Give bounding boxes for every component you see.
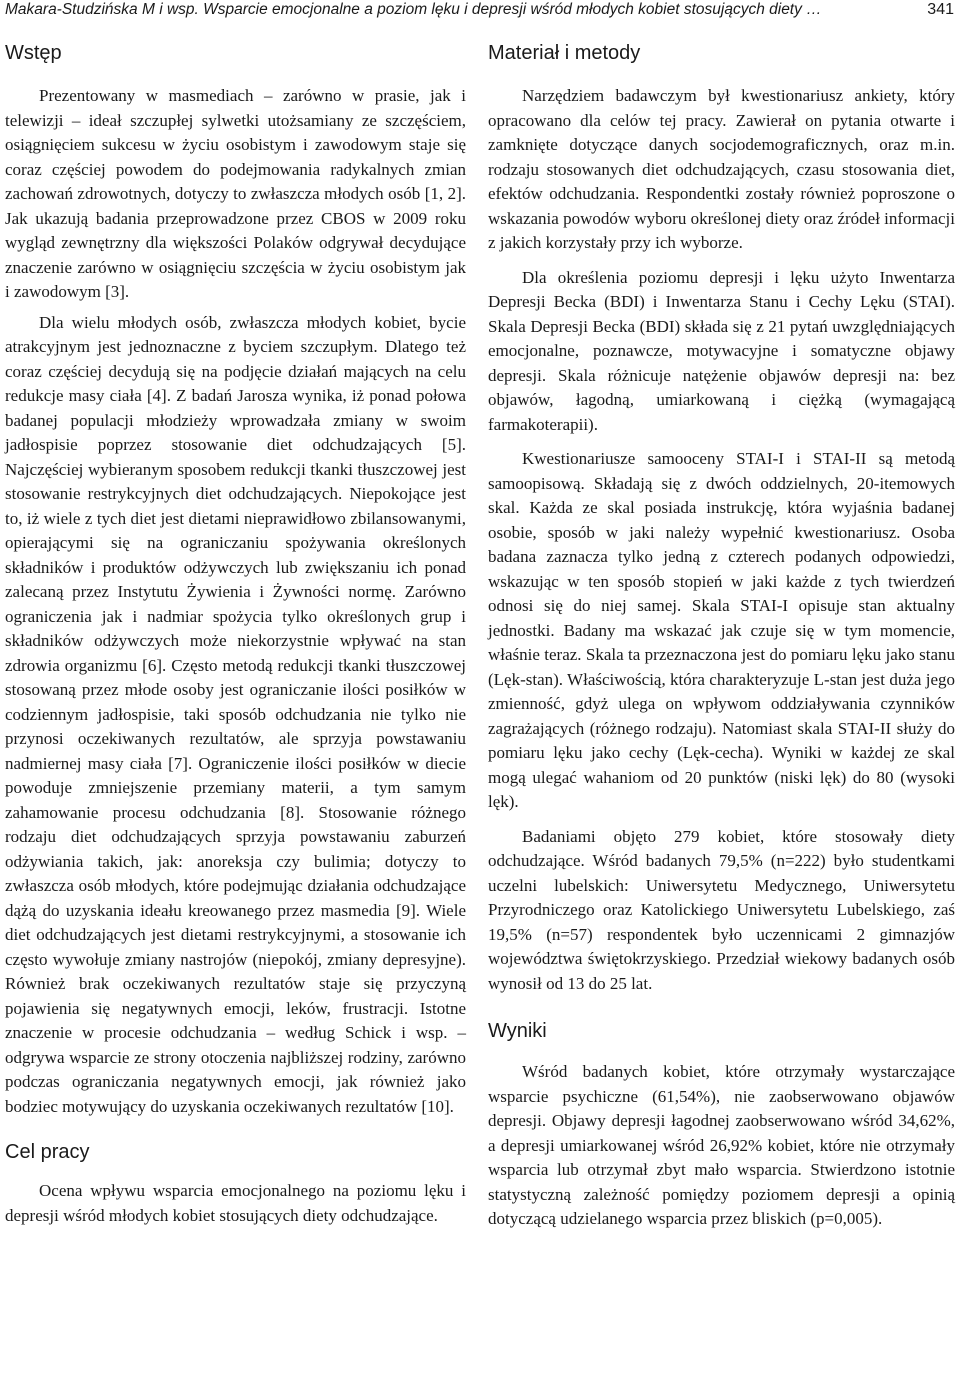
heading-wyniki: Wyniki	[488, 1020, 547, 1042]
heading-wstep: Wstęp	[5, 42, 62, 64]
heading-material-i-metody: Materiał i metody	[488, 42, 641, 64]
section-wstep	[5, 40, 466, 1119]
running-header	[0, 0, 960, 20]
paragraph: Badaniami objęto 279 kobiet, które stosowały diety odchudzające. Wśród badanych 79,5% (n=222) było studentkami uczelni lubelskich: Uniwersytetu Medycznego, Uniwersytetu Przyrodniczego oraz Katolickiego Uniwersytetu Lubelskiego, zaś 19,5% (n=57) respondentek było uczennicami 2 gimnazjów województwa świętokrzyskiego. Przedział wiekowy badanych osób wynosił od 13 do 25 lat.	[488, 826, 955, 993]
paragraph: Dla określenia poziomu depresji i lęku użyto Inwentarza Depresji Becka (BDI) i Inwentarza Stanu i Cechy Lęku (STAI). Skala Depresji Becka (BDI) składa się z 21 pytań uwzględniających emocjonalne, poznawcze, motywacyjne i somatyczne objawy depresji. Skala różnicuje natężenie objawów depresji na: bez objawów, łagodną, umiarkowaną i ciężką (wymagającą farmakoterapii).	[488, 267, 955, 434]
section-cel-pracy	[5, 1139, 466, 1228]
paragraph: Prezentowany w masmediach – zarówno w prasie, jak i telewizji – ideał szczupłej sylwetki utożsamiany ze szczęściem, osiągnięciem sukcesu w życiu osobistym i zawodowym staje się coraz częściej powodem do podejmowania radykalnych zmian zachowań zdrowotnych, dotyczy to zwłaszcza młodych osób [1, 2]. Jak ukazują badania przeprowadzone przez CBOS w 2009 roku wygląd zewnętrzny dla większości Polaków odgrywał decydujące znaczenie zarówno w osiągnięciu szczęścia w życiu osobistym jak i zawodowym [3].	[5, 86, 466, 301]
paragraph: Ocena wpływu wsparcia emocjonalnego na poziomu lęku i depresji wśród młodych kobiet stosujących diety odchudzające.	[5, 1181, 466, 1225]
paragraph: Narzędziem badawczym był kwestionariusz ankiety, który opracowano dla celów tej pracy. Zawierał on pytania otwarte i zamknięte dotyczące danych socjodemograficznych, oraz m.in. rodzaju stosowanych diet odchudzających, czasu stosowania diet, efektów odchudzania. Respondentki zostały również poproszone o wskazania powodów wyboru określonej diety oraz źródeł informacji z jakich korzystały przy ich wyborze.	[488, 86, 955, 252]
right-column	[488, 40, 955, 1232]
paragraph: Wśród badanych kobiet, które otrzymały wystarczające wsparcie psychiczne (61,54%), nie zaobserwowano objawów depresji. Objawy depresji łagodnej zaobserwowano wśród 34,62%, a depresji umiarkowanej wśród 26,92% kobiet, które nie otrzymały wsparcia lub otrzymał zbyt mało wsparcia. Stwierdzono istotnie statystyczną zależność pomiędzy poziomem depresji a opinią dotyczącą udzielanego wsparcia przez bliskich (p=0,005).	[488, 1062, 955, 1228]
section-wyniki	[488, 1018, 955, 1232]
paragraph: Dla wielu młodych osób, zwłaszcza młodych kobiet, bycie atrakcyjnym jest jednoznaczne z byciem szczupłym. Dlatego też coraz częściej decydują się na podjęcie działań mających na celu redukcje masy ciała [4]. Z badań Jarosza wynika, iż ponad połowa badanej populacji młodzieży wprowadzała zmiany w swoim jadłospisie poprzez stosowanie diet odchudzających [5]. Najczęściej wybieranym sposobem redukcji tkanki tłuszczowej jest stosowanie restrykcyjnych diet odchudzających. Niepokojące jest to, iż wiele z tych diet jest dietami nieprawidłowo zbilansowanymi, opierającymi się na ograniczaniu spożywania określonych składników i produktów odżywczych lub zwiększaniu ich ponad zalecaną przez Instytutu Żywienia i Żywności normę. Zarówno ograniczenia jak i nadmiar spożycia tylko określonych grup i składników odżywczych może niekorzystnie wpływać na stan zdrowia organizmu [6]. Często metodą redukcji tkanki tłuszczowej stosowaną przez młode osoby jest ograniczanie ilości posiłków w codziennym jadłospisie, taki sposób odchudzania nie tylko nie przynosi oczekiwanych rezultatów, ale sprzyja powstawaniu nadmiernej masy ciała [7]. Ograniczenie ilości posiłków w diecie powoduje zmniejszenie przemiany materii, a tym samym zahamowanie procesu odchudzania [8]. Stosowanie różnego rodzaju diet odchudzających sprzyja powstawaniu zaburzeń odżywiania takich, jak: anoreksja czy bulimia; dotyczy to zwłaszcza osób młodych, które podejmując działania odchudzające dążą do uzyskania ideału kreowanego przez masmedia [9]. Wiele diet odchudzających jest dietami restrykcyjnymi, a stosowanie ich często wywołuje zmiany nastrojów (niepokój, zmiany depresyjne). Również brak oczekiwanych rezultatów staje się przyczyną pojawienia się negatywnych emocji, leków, frustracji. Istotne znaczenie w procesie odchudzania – według Schick i wsp. – odgrywa wsparcie ze strony otoczenia najbliższej rodziny, zarówno podczas ograniczania negatywnych emocji, jak również jako bodziec motywujący do uzyskania oczekiwanych rezultatów [10].	[5, 312, 466, 1116]
paragraph: Kwestionariusze samooceny STAI-I i STAI-II są metodą samoopisową. Składają się z dwóch oddzielnych, 20-itemowych skal. Każda ze skal posiada instrukcję, która wyjaśnia badanej osobie, sposób w jaki należy wypełnić kwestionariusz. Osoba badana zaznacza tylko jedną z czterech podanych odpowiedzi, wskazując w ten sposób stopień w jaki każde z tych twierdzeń odnosi się do niej samej. Skala STAI-I opisuje stan aktualny jednostki. Badany ma wskazać jak czuje się w tym momencie, właśnie teraz. Skala ta przeznaczona jest do pomiaru lęku jako stanu (Lęk-stan). Właściwością, która charakteryzuje L-stan jest duża jego zmienność, gdyż ulega on wpływom oddziaływania czynników zagrażających (różnego rodzaju). Natomiast skala STAI-II służy do pomiaru lęku jako cechy (Lęk-cecha). Wyniki w każdej ze skal mogą ulegać wahaniom od 20 punktów (niski lęk) do 80 (wysoki lęk).	[488, 449, 955, 811]
left-column	[5, 40, 466, 1228]
section-material-i-metody	[488, 40, 955, 996]
running-title: Makara-Studzińska M i wsp. Wsparcie emocjonalne a poziom lęku i depresji wśród młodych kobiet stosujących diety …	[5, 1, 822, 18]
heading-cel-pracy: Cel pracy	[5, 1141, 90, 1163]
page-number: 341	[927, 1, 954, 18]
